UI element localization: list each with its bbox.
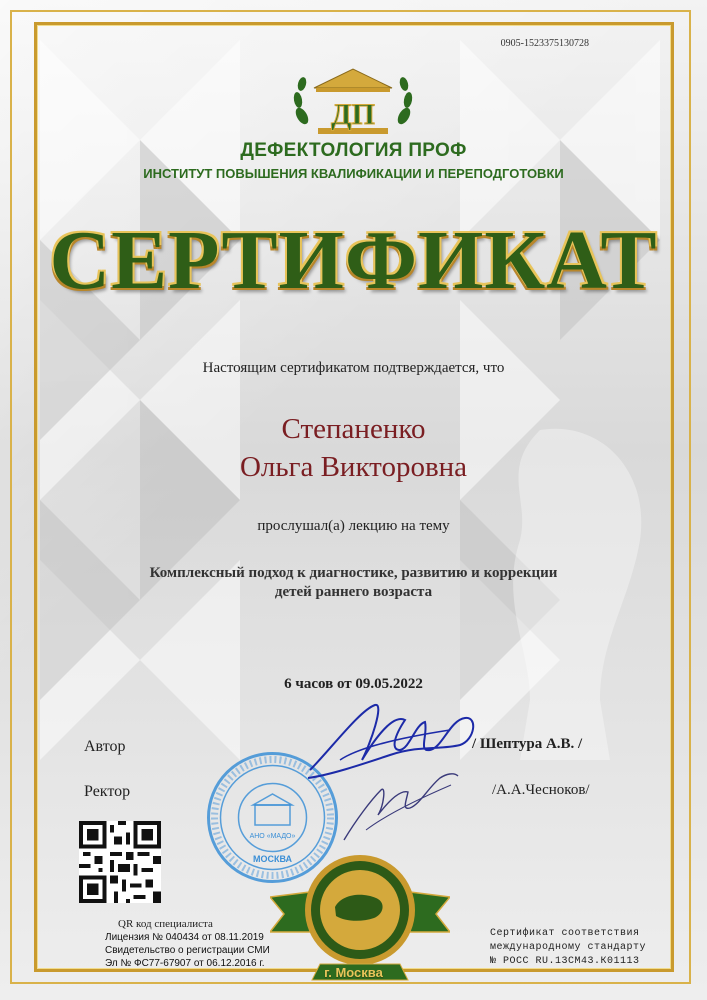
recipient-surname: Степаненко <box>281 413 426 445</box>
recipient-given-name: Ольга Викторовна <box>239 451 468 483</box>
license-line-1: Лицензия № 040434 от 08.11.2019 <box>105 932 264 943</box>
organization-name: ДЕФЕКТОЛОГИЯ ПРОФ <box>240 140 467 161</box>
stamp-city-text: МОСКВА <box>252 854 293 864</box>
author-label: Автор <box>84 738 126 755</box>
hours-and-date: 6 часов от 09.05.2022 <box>284 676 423 692</box>
license-line-2: Свидетельство о регистрации СМИ <box>105 945 270 956</box>
topic-line-1: Комплексный подход к диагностике, развитию и коррекции <box>149 565 558 581</box>
document-number: 0905-1523375130728 <box>500 38 589 49</box>
standard-line-1: Сертификат соответствия <box>490 928 640 939</box>
lecture-intro-text: прослушал(а) лекцию на тему <box>257 518 450 534</box>
rector-signature-icon <box>336 760 466 850</box>
logo-mark: ДП <box>331 98 375 131</box>
certificate-title: СЕРТИФИКАТ <box>49 214 658 307</box>
standard-line-2: международному стандарту <box>490 942 647 953</box>
rector-name: /А.А.Чесноков/ <box>492 782 590 798</box>
author-name: / Шептура А.В. / <box>472 736 583 752</box>
organization-subtitle: ИНСТИТУТ ПОВЫШЕНИЯ КВАЛИФИКАЦИИ И ПЕРЕПОДГОТОВКИ <box>143 166 564 181</box>
institute-logo-icon <box>290 66 416 138</box>
emblem-city-label: г. Москва <box>324 965 383 980</box>
confirmation-text: Настоящим сертификатом подтверждается, что <box>202 360 505 376</box>
qr-code-icon[interactable] <box>79 821 161 903</box>
rector-label: Ректор <box>84 783 131 800</box>
standard-line-3: № РОСС RU.13СМ43.К01113 <box>490 956 640 967</box>
qr-code-label: QR код специалиста <box>118 918 213 930</box>
stamp-center-text: АНО «МАДО» <box>249 833 296 840</box>
license-line-3: Эл № ФС77-67907 от 06.12.2016 г. <box>105 958 265 969</box>
topic-line-2: детей раннего возраста <box>274 584 433 600</box>
